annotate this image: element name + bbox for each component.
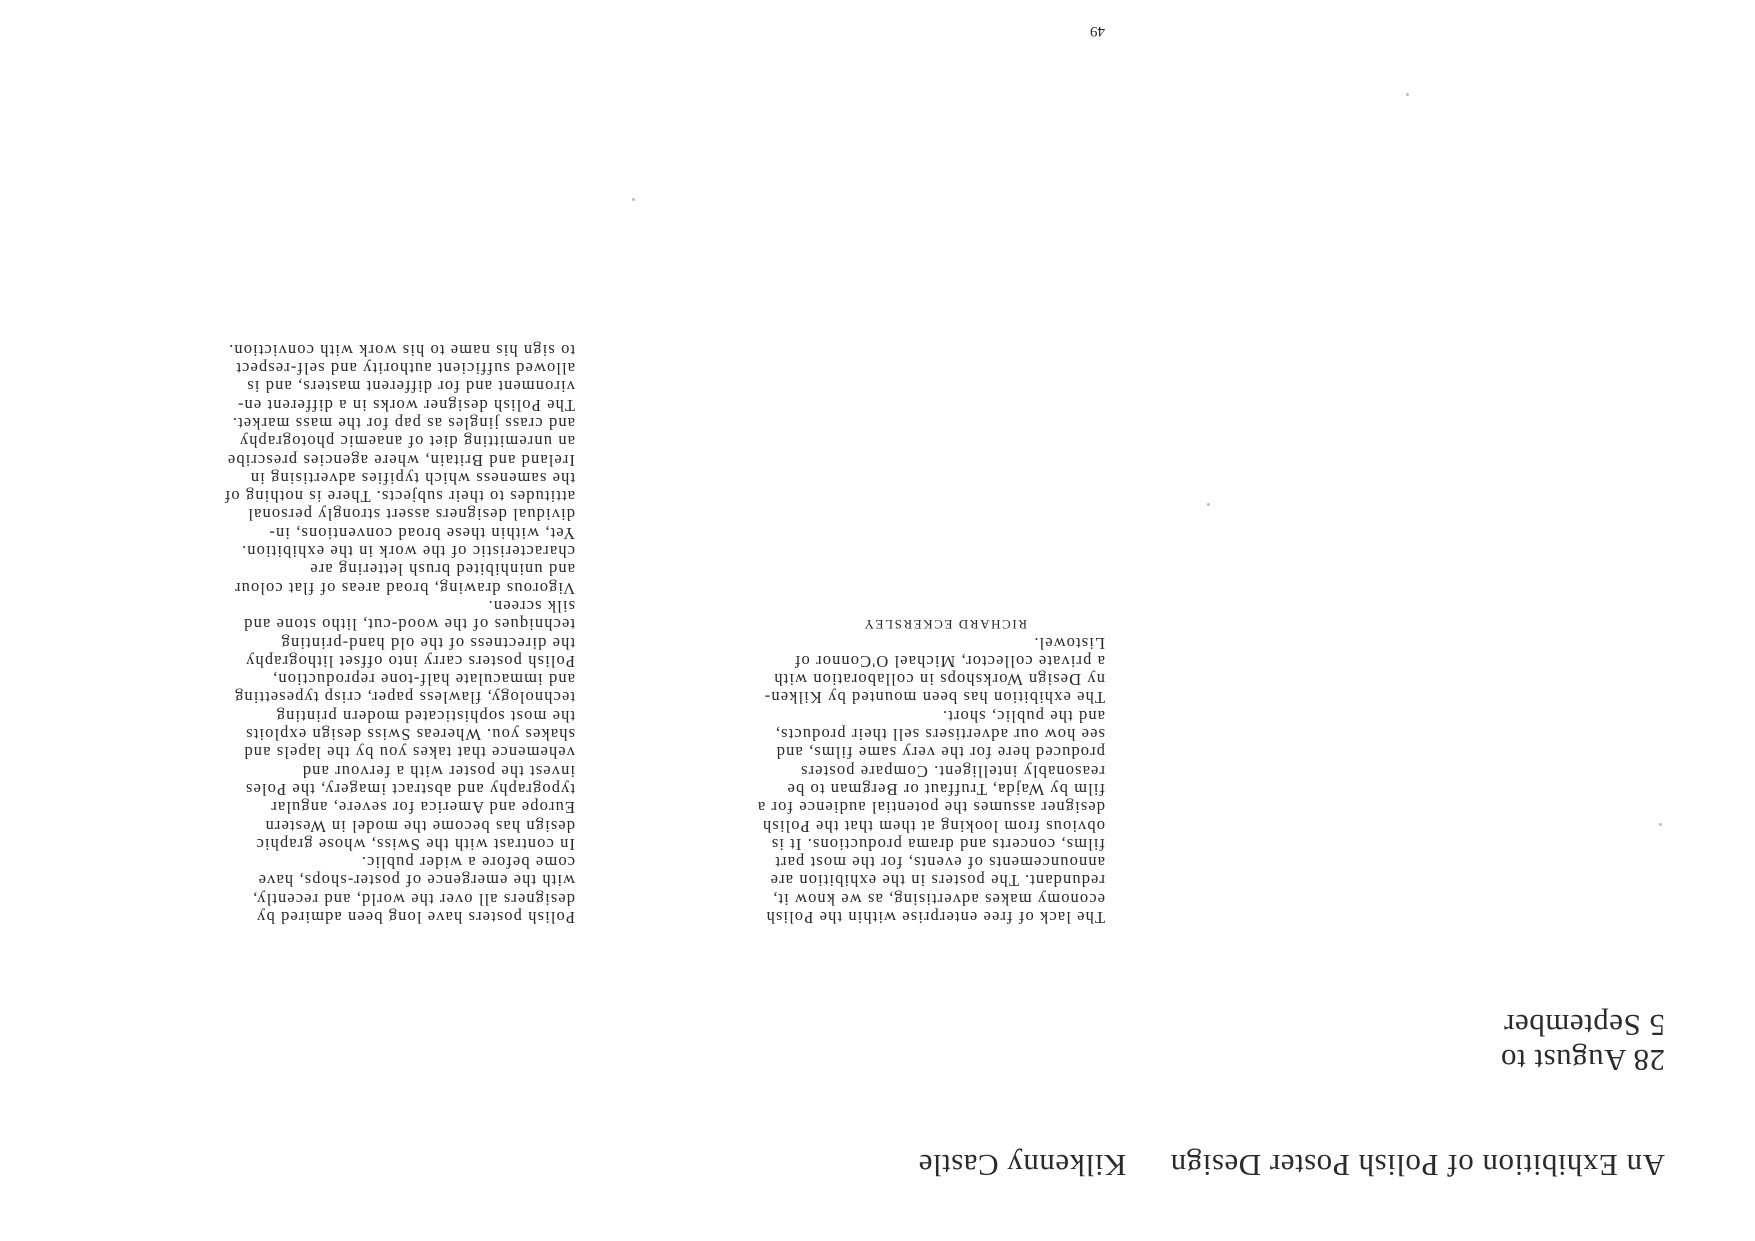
exhibition-title: An Exhibition of Polish Poster Design [1170, 1148, 1665, 1183]
text-line: redundant. The posters in the exhibition are [769, 871, 1105, 891]
text-line: the directness of the old hand-printing [280, 633, 575, 653]
text-line: Polish posters carry into offset lithography [245, 651, 575, 671]
page-number: 49 [1090, 23, 1105, 39]
left-text-column [757, 615, 1105, 926]
text-line: shakes you. Whereas Swiss design exploits [245, 725, 575, 745]
scan-speck [1406, 93, 1409, 96]
venue-name: Kilkenny Castle [918, 1148, 1127, 1183]
text-line: the sameness which typifies advertising in [249, 468, 575, 488]
text-line: economy makes advertising, as we know it, [772, 889, 1105, 909]
text-line: announcements of events, for the most part [774, 853, 1105, 873]
text-line: The Polish designer works in a different en- [236, 395, 575, 415]
text-line: techniques of the wood-cut, litho stone and [243, 615, 575, 635]
text-line: produced here for the very same films, and [775, 743, 1105, 763]
text-line: allowed sufficient authority and self-respect [235, 359, 575, 379]
text-line: reasonably intelligent. Compare posters [800, 761, 1105, 781]
scan-speck [1207, 503, 1210, 506]
text-line: the most sophisticated modern printing [275, 706, 575, 726]
text-line: dividual designers assert strongly personal [247, 505, 575, 525]
text-line: come before a wider public. [360, 853, 575, 873]
exhibition-dates [1501, 1008, 1665, 1078]
text-line: In contrast with the Swiss, whose graphic [255, 834, 575, 854]
page-heading [918, 1147, 1665, 1183]
scan-speck [1659, 823, 1662, 826]
text-line: obvious from looking at them that the Polish [761, 816, 1105, 836]
text-line: designer assumes the potential audience for a [756, 798, 1105, 818]
dates-line-2: 5 September [1503, 1008, 1665, 1043]
text-line: ny Design Workshops in collaboration with [773, 670, 1105, 690]
text-line: designers all over the world, and recently, [252, 889, 575, 909]
text-line: and the public, short. [941, 706, 1105, 726]
right-text-column [224, 341, 575, 927]
text-line: invest the poster with a fervour and [301, 761, 575, 781]
text-line: vehemence that takes you by the lapels and [243, 743, 575, 763]
text-line: The lack of free enterprise within the Polish [765, 908, 1105, 927]
text-line: film by Wajda, Truffaut or Bergman to be [786, 779, 1105, 799]
text-line: Ireland and Britain, where agencies prescribe [226, 450, 575, 470]
text-line: characteristic of the work in the exhibition. [240, 542, 575, 562]
text-line: vironment and for different masters, and is [246, 377, 575, 397]
text-line: and uninhibited brush lettering are [309, 560, 575, 580]
text-line: Yet, within these broad conventions, in- [268, 523, 575, 543]
text-line: Europe and America for severe, angular [270, 798, 575, 818]
text-line: Vigorous drawing, broad areas of flat colour [233, 578, 575, 598]
text-line: to sign his name to his work with conviction. [228, 340, 575, 360]
text-line: films, concerts and drama productions. It is [770, 834, 1105, 854]
text-line: typography and abstract imagery, the Poles [244, 779, 575, 799]
text-line: design has become the model in Western [264, 816, 575, 836]
text-line: Listowel. [1033, 633, 1105, 653]
scan-speck [632, 198, 635, 201]
dates-line-1: 28 August to [1500, 1043, 1665, 1078]
text-line: silk screen. [487, 596, 575, 616]
text-line: with the emergence of poster-shops, have [257, 871, 575, 891]
text-line: a private collector, Michael O'Connor of [793, 651, 1105, 671]
text-line: attitudes to their subjects. There is nothing of [223, 487, 575, 507]
text-line: The exhibition has been mounted by Kilken- [763, 688, 1105, 708]
text-line: and immaculate half-tone reproduction, [272, 670, 575, 690]
text-line: technology, flawless paper, crisp typesetting [233, 688, 575, 708]
text-line: and crass jingles as pap for the mass market. [231, 413, 575, 433]
text-line: an unremitting diet of anaemic photography [238, 432, 575, 452]
text-line: Polish posters have long been admired by [256, 908, 575, 927]
text-line: see how our advertisers sell their products, [774, 725, 1105, 745]
author-signature: RICHARD ECKERSLEY [862, 617, 1027, 633]
